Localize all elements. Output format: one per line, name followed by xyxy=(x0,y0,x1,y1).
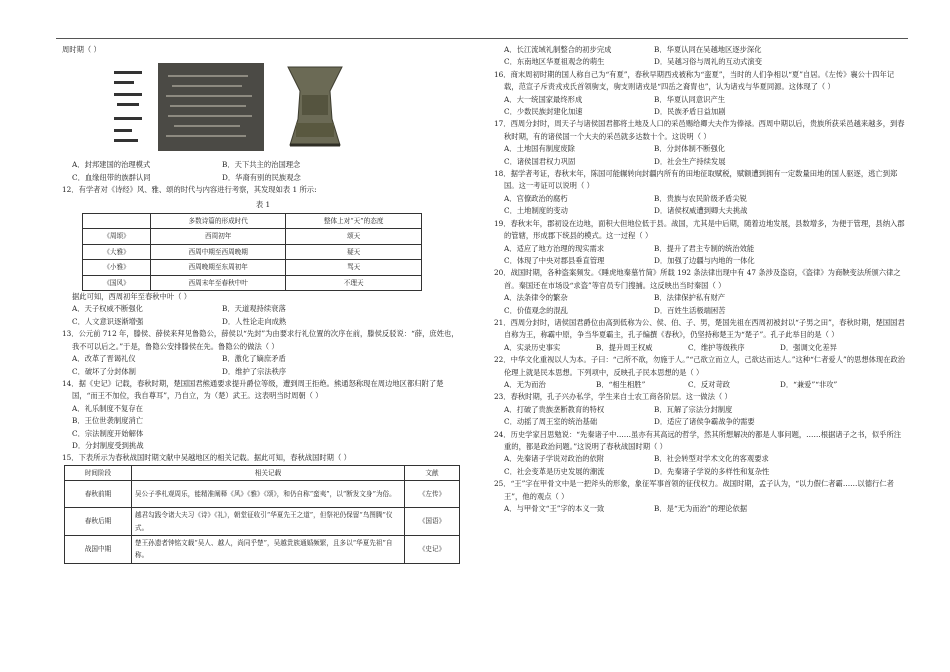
option-b: B．“相生相胜” xyxy=(596,379,646,389)
option-a: A．天子权威不断强化 xyxy=(72,304,143,314)
table-header: 多数诗篇的形成时代 xyxy=(151,214,286,229)
option-b: B．华夏认同意识产生 xyxy=(654,94,726,104)
table-cell: 战国中期 xyxy=(65,535,132,563)
table-cell: 《周颂》 xyxy=(83,229,151,244)
q15-options xyxy=(494,44,906,69)
option-c: C．东南地区华夏祖观念的萌生 xyxy=(504,57,605,67)
option-c: C．维护等级秩序 xyxy=(688,342,745,352)
option-b: B．天道观持续衰落 xyxy=(222,304,286,314)
header-rule xyxy=(56,38,908,39)
table-cell: 春秋前期 xyxy=(65,481,132,508)
table-row xyxy=(83,244,422,259)
option-b: B．提升了君主专制的统治效能 xyxy=(654,243,755,253)
option-a: A．礼乐制度不复存在 xyxy=(72,403,143,413)
q25-stem: 25．“王”字在甲骨文中是一把斧头的形象，象征军事首领的征伐权力。战国时期，孟子认为，“以力假仁者霸……以德行仁者王”，他的观点（ ） xyxy=(494,479,894,501)
option-b: B．天下共主的治国理念 xyxy=(222,160,301,170)
option-a: A．官僚政治的腐朽 xyxy=(504,193,568,203)
table-cell: 不理天 xyxy=(286,275,422,290)
q19-options xyxy=(494,243,906,268)
option-c: C．宗法制度开始解体 xyxy=(72,428,144,438)
option-b: B．法律保护私有财产 xyxy=(654,293,726,303)
option-d: D．加强了边疆与内地的一体化 xyxy=(654,255,755,265)
table1-caption: 表 1 xyxy=(255,199,271,209)
table-cell: 西周中期至西周晚期 xyxy=(151,244,286,259)
q12-options xyxy=(62,303,464,328)
option-c: C．土地制度的变动 xyxy=(504,206,568,216)
option-b: B．瓦解了宗法分封制度 xyxy=(654,404,733,414)
table-cell: 楚王孙遗者钟铭文载“吴人、越人，尚同乎楚”，吴越贵族通婚频繁，且多以“华夏先祖”自称。 xyxy=(132,535,405,563)
inscription-glyphs-image xyxy=(108,67,148,147)
option-c: C．人文意识逐渐增强 xyxy=(72,316,144,326)
option-b: B．王位世袭制度消亡 xyxy=(72,416,144,426)
option-c: C．反对苛政 xyxy=(688,379,731,389)
q25-options xyxy=(494,503,906,515)
option-b: B．分封体制不断强化 xyxy=(654,144,726,154)
option-d: D．“兼爱”“非攻” xyxy=(780,379,838,389)
q24-stem: 24．历史学家吕思勉说：“先秦诸子中……虽亦有其高远的哲学，然其所想解决的都是人事问题，……根据诸子之书，似乎所注重的，都是政治问题。”这说明了春秋战国时期（ ） xyxy=(494,429,902,451)
option-c: C．血缘纽带的族群认同 xyxy=(72,172,151,182)
option-c: C．体现了中央对郡县垂直管理 xyxy=(504,255,605,265)
option-d: D．民族矛盾日益加剧 xyxy=(654,107,726,117)
option-b: B．贵族与农民阶级矛盾尖锐 xyxy=(654,193,747,203)
option-d: D．先秦诸子学说的多样性和复杂性 xyxy=(654,466,770,476)
q21-options xyxy=(494,342,906,354)
table-header xyxy=(83,214,151,229)
option-a: A．先秦诸子学说对政治的依附 xyxy=(504,454,605,464)
option-b: B．社会转型对学术文化的客观要求 xyxy=(654,454,769,464)
table-row xyxy=(65,508,460,536)
q16-stem: 16．商末周初时期的国人称自己为“有夏”，春秋早期西戎被称为“蛮夏”，当时的人们争相以“夏”自居。《左传》襄公十四年记载，范宣子斥责戎戎氏首领驹支，驹支则诸戎是“四岳之裔胄也”，认为诸戎与华夏同源。这体现了（ ） xyxy=(494,69,895,92)
left-column xyxy=(62,44,464,564)
option-d: D．分封制度受到挑战 xyxy=(72,440,144,450)
q11-options xyxy=(62,159,464,184)
option-d: D．人性论走向成熟 xyxy=(222,316,287,326)
table-row xyxy=(65,481,460,508)
q24-options xyxy=(494,453,906,478)
q22-stem: 22．中华文化重视以人为本。子曰：“己所不欲，勿施于人。”“己欲立而立人，己欲达而达人。”这种“仁者爱人”的思想体现在政治伦理上就是民本思想。下列项中，反映孔子民本思想的是（ ） xyxy=(494,355,906,377)
table-cell: 《国语》 xyxy=(405,508,460,536)
q12-lead: 据此可知，西周初年至春秋中叶（ ） xyxy=(72,292,192,302)
table-cell: 春秋后期 xyxy=(65,508,132,536)
bronze-vessel-image xyxy=(274,61,356,153)
q13-options xyxy=(62,353,464,378)
q20-options xyxy=(494,292,906,317)
q21-stem: 21．西周分封时，诸侯国君爵位由高到低称为公、侯、伯、子、男，楚国先祖在西周初被封以“子男之田”，春秋时期，楚国国君自称为王，称霸中原，争当华夏霸主，孔子编撰《春秋》，仍坚持称楚王为“楚子”。孔子此举目的是（ ） xyxy=(494,317,905,340)
option-a: A．法条律令的繁杂 xyxy=(504,293,568,303)
option-c: C．价值观念的混乱 xyxy=(504,305,568,315)
table-cell: 颂天 xyxy=(286,229,422,244)
table-cell: 西周末年至春秋中叶 xyxy=(151,275,286,290)
option-d: D．诸侯权威遭到卿大夫挑战 xyxy=(654,206,748,216)
q18-options xyxy=(494,193,906,218)
table-cell: 《国风》 xyxy=(83,275,151,290)
option-a: A．适应了地方治理的现实需求 xyxy=(504,243,605,253)
option-c: C．社会变革是历史发展的潮流 xyxy=(504,466,605,476)
q12-stem: 12．有学者对《诗经》风、雅、颂的时代与内容进行考察，其发现如表 1 所示: xyxy=(62,185,317,195)
option-d: D．适应了诸侯争霸战争的需要 xyxy=(654,417,755,427)
option-a: A．长江流域礼制整合的初步完成 xyxy=(504,45,612,54)
table-cell: 《史记》 xyxy=(405,535,460,563)
option-d: D．维护了宗法秩序 xyxy=(222,366,287,376)
table-row xyxy=(83,229,422,244)
q23-stem: 23．春秋时期，孔子兴办私学，学生来自士农工商各阶层。这一做法（ ） xyxy=(494,392,732,402)
table-header: 相关记载 xyxy=(132,465,405,480)
table-cell: 吴公子季札观周乐，能精准阐释《风》《雅》《颂》，和仍自称“蛮夷”，以“断发文身”为俗。 xyxy=(132,481,405,508)
option-c: C．破坏了分封体制 xyxy=(72,366,136,376)
q11-tail: 周时期（ ） xyxy=(62,45,101,54)
table-cell: 《大雅》 xyxy=(83,244,151,259)
table-cell: 《左传》 xyxy=(405,481,460,508)
q14-options xyxy=(62,403,464,453)
right-column xyxy=(494,44,906,515)
q14-stem: 14．据《史记》记载，春秋时期，楚国国君熊通要求提升爵位等级，遭到周王拒绝。熊通怒称现在周边地区都归附了楚国，“而王不加位，我自尊耳”，乃自立，为（楚）武王。这表明当时周朝（ ） xyxy=(62,378,444,401)
table-cell: 疑天 xyxy=(286,244,422,259)
option-a: A．无为而治 xyxy=(504,379,546,389)
table-1 xyxy=(82,213,422,291)
q11-figures xyxy=(62,59,464,155)
option-a: A．打破了贵族垄断教育的特权 xyxy=(504,404,605,414)
table-cell: 西周晚期至东周初年 xyxy=(151,260,286,275)
table-header: 文献 xyxy=(405,465,460,480)
table-cell: 西周初年 xyxy=(151,229,286,244)
option-a: A．改革了晋谒礼仪 xyxy=(72,354,136,364)
option-d: D．强调文化差异 xyxy=(780,342,837,352)
option-b: B．激化了嫡庶矛盾 xyxy=(222,354,286,364)
option-d: D．百姓生活极端困苦 xyxy=(654,305,726,315)
table-row xyxy=(83,260,422,275)
table-2 xyxy=(64,465,460,564)
option-c: C．诸侯国君权力巩固 xyxy=(504,156,576,166)
q20-stem: 20．战国时期，各种盗案频发。《睡虎地秦墓竹简》所载 192 条法律出现中有 47 条涉及盗窃，《盗律》为商鞅变法所颁六律之首。秦国还在市场设“求盗”等官员专门搜捕。这反映出当时秦国（ ） xyxy=(494,268,901,290)
q23-options xyxy=(494,404,906,429)
table-cell: 《小雅》 xyxy=(83,260,151,275)
q13-stem: 13．公元前 712 年，滕侯、薛侯来拜见鲁隐公，薛侯以“先封”为由要求行礼位置的次序在前，滕侯反驳说：“薛，庶姓也，我不可以后之。”于是，鲁隐公安排滕侯在先。鲁隐公的做法（ ） xyxy=(62,329,459,351)
q15-stem: 15．下表所示为春秋战国时期文献中吴越地区的相关记载。据此可知，春秋战国时期（ ） xyxy=(62,453,351,463)
table-row xyxy=(83,275,422,290)
option-a: A．与甲骨文“王”字的本义一致 xyxy=(504,504,605,514)
table-cell: 骂天 xyxy=(286,260,422,275)
option-d: D．华裔有别的民族观念 xyxy=(222,172,301,182)
option-c: C．动摇了周王室的统治基础 xyxy=(504,417,598,427)
table-header: 时间阶段 xyxy=(65,465,132,480)
option-a: A．大一统国家最终形成 xyxy=(504,94,583,104)
table-row xyxy=(65,535,460,563)
option-b: B．华夏认同在吴越地区逐步深化 xyxy=(654,45,762,54)
q17-options xyxy=(494,143,906,168)
option-b: B．是“无为而治”的理论依据 xyxy=(654,504,748,514)
table-header: 整体上对“天”的态度 xyxy=(286,214,422,229)
bronze-rubbing-photo xyxy=(158,63,264,151)
q19-stem: 19．春秋末年，郡初设在边地，面积大但地位低于县。战国，尤其是中后期，随着边地发展，县数增多，为便于管理，县纳入郡的管辖，形成郡下统县的模式。这一过程（ ） xyxy=(494,218,905,241)
q22-options xyxy=(494,379,906,391)
option-a: A．实录历史事实 xyxy=(504,342,561,352)
option-c: C．少数民族封建化加速 xyxy=(504,107,583,117)
table-cell: 越君勾践令诸大夫习《诗》《礼》，朝堂征收引“华夏先王之道”，但祭祀仍保留“鸟图腾”仪式。 xyxy=(132,508,405,536)
option-d: D．社会生产持续发展 xyxy=(654,156,726,166)
q17-stem: 17．西周分封时，周天子与诸侯国君都将土地及人口的采邑赐给卿大夫作为俸禄。西周中期以后，贵族所获采邑越来越多，到春秋时期，有的诸侯国一个大夫的采邑就多达数十个。这说明（ ） xyxy=(494,119,905,141)
option-b: B．提升周王权威 xyxy=(596,342,653,352)
q16-options xyxy=(494,94,906,119)
option-d: D．吴越习俗与周礼的互动式演变 xyxy=(654,57,763,67)
option-a: A．封邦建国的治理模式 xyxy=(72,160,151,170)
option-a: A．土地国有制度废除 xyxy=(504,144,575,154)
q18-stem: 18．据学者考证，春秋末年，陈国可能辗转向封疆内所有的田地征取赋税，赋额遭到拥有一定数量田地的国人驱逐，逃亡到郑国。这一考证可以说明（ ） xyxy=(494,169,898,191)
